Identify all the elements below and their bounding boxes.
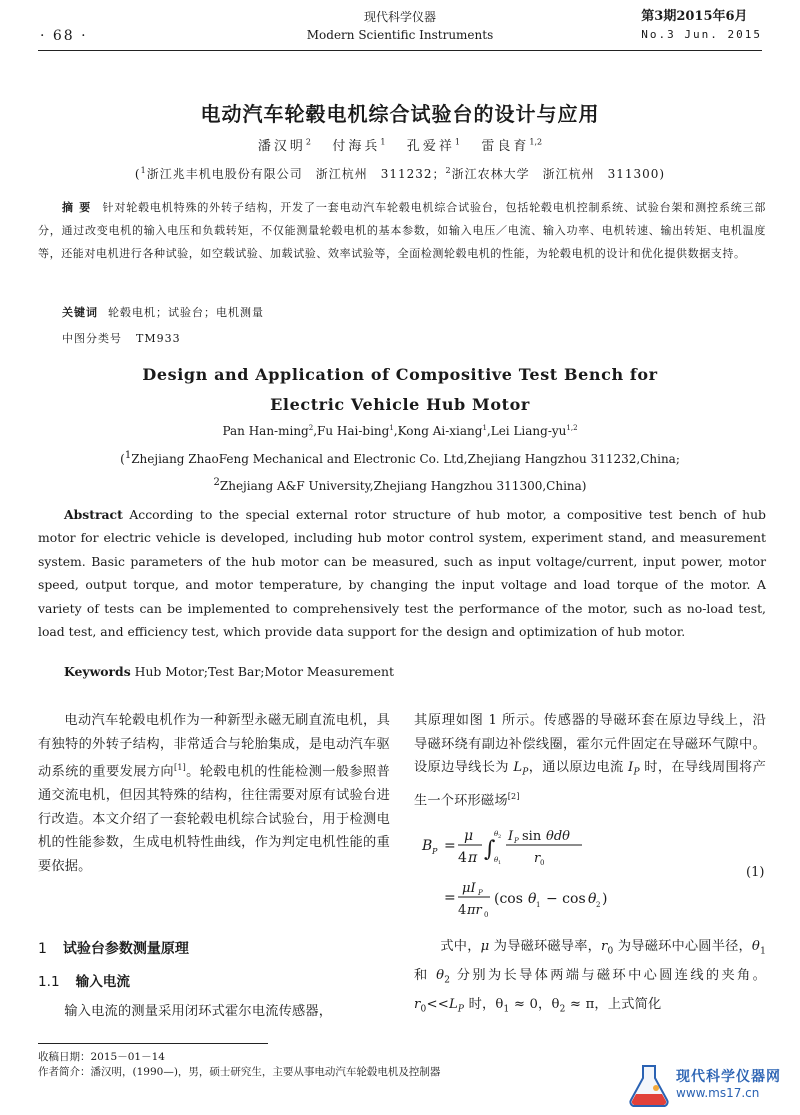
clc-text: TM933: [136, 332, 181, 345]
svg-text:− cos: − cos: [546, 891, 586, 907]
math-symbol: L: [513, 760, 523, 776]
math-sub: 2: [444, 975, 451, 986]
affil-text: Zhejiang ZhaoFeng Mechanical and Electronic Co. Ltd,Zhejiang Hangzhou 311232,China;: [131, 452, 680, 466]
paper-title-en: [0, 360, 800, 420]
affil-paren: (: [120, 452, 125, 466]
svg-text:θdθ: θdθ: [546, 829, 570, 844]
watermark-url: www.ms17.cn: [676, 1086, 760, 1100]
site-watermark: [624, 1062, 784, 1108]
keywords-en-text: Hub Motor;Test Bar;Motor Measurement: [134, 664, 394, 679]
section-heading-1-1: [38, 970, 130, 990]
author-name: 雷良育: [481, 139, 530, 154]
right-paragraph-2: [414, 935, 766, 1023]
authors-en: [0, 424, 800, 438]
affiliation-en-1: [0, 450, 800, 466]
author-name: 孔爱祥: [406, 139, 455, 154]
section-number: 1.1: [38, 974, 60, 990]
body-text: ≈ π，上式简化: [565, 997, 662, 1013]
keywords-en: [64, 664, 394, 679]
author-aff: 1,2: [566, 424, 578, 432]
svg-text:2: 2: [498, 834, 502, 840]
paper-title-cn: 电动汽车轮毂电机综合试验台的设计与应用: [200, 102, 600, 126]
footnote-received: 收稿日期：2015－01－14: [38, 1051, 165, 1063]
watermark-name: 现代科学仪器网: [676, 1069, 781, 1085]
body-text: 为导磁环中心圆半径，: [613, 939, 752, 954]
section-title: 试验台参数测量原理: [62, 941, 189, 957]
author-name-en: ,Lei Liang-yu: [486, 424, 567, 438]
affil-text: Zhejiang A&F University,Zhejiang Hangzhou 311300,China): [219, 479, 587, 493]
keywords-cn-text: 轮毂电机；试验台；电机测量: [108, 306, 264, 319]
affil-text: 浙江兆丰机电股份有限公司 浙江杭州 311232；: [146, 167, 446, 181]
math-sub: 1: [760, 946, 766, 957]
abstract-en-label: Abstract: [64, 507, 123, 522]
math-sub: 0: [420, 1005, 427, 1016]
authors-cn: [0, 135, 800, 154]
footnote-author-bio: 作者简介：潘汉明，(1990—)，男，硕士研究生，主要从事电动汽车轮毂电机及控制器: [38, 1066, 441, 1078]
affil-sup: 2: [213, 477, 220, 488]
affil-sup: 1: [140, 166, 147, 175]
title-en-line: Electric Vehicle Hub Motor: [270, 395, 530, 414]
author-aff: 2: [305, 137, 311, 147]
affiliation-cn: [0, 165, 800, 182]
math-sub: P: [457, 1005, 465, 1016]
svg-text:μI: μI: [462, 881, 476, 896]
svg-text:2: 2: [596, 901, 601, 909]
math-sub: P: [633, 767, 640, 778]
body-text: ，通以原边电流: [528, 760, 629, 776]
section-number: 1: [38, 941, 47, 957]
svg-text:I: I: [508, 829, 514, 844]
author-aff: 1: [389, 424, 394, 432]
body-text: 时，θ: [464, 997, 504, 1013]
body-text: 其原理如图 1 所示。传感器的导磁环套在原边导线上，沿导磁环绕有副边补偿线圈，霍尔元件固定在导磁环气隙中。设原边导线长为: [414, 713, 766, 776]
clc-label: 中图分类号: [62, 332, 122, 345]
math-sub: P: [522, 767, 529, 778]
svg-text:P: P: [478, 889, 483, 897]
math-symbol: r: [414, 997, 421, 1013]
author-name: 潘汉明: [257, 139, 306, 154]
flask-logo-icon: [626, 1062, 672, 1108]
math-sub: 1: [503, 1005, 510, 1016]
keywords-cn-label: 关键词: [62, 306, 98, 319]
svg-text:(1): (1): [746, 865, 765, 880]
svg-text:r: r: [534, 851, 541, 866]
svg-text:P: P: [432, 847, 438, 856]
right-paragraph-1: [414, 709, 766, 813]
author-name-en: Pan Han-ming: [222, 424, 309, 438]
body-text: 时，在导线周围将产生一个环形磁场: [414, 760, 766, 809]
author-aff: 1: [454, 137, 460, 147]
svg-text:0: 0: [484, 911, 489, 919]
svg-text:): ): [602, 891, 608, 907]
section-heading-1: [38, 938, 189, 958]
svg-text:1: 1: [498, 860, 502, 866]
math-symbol: <<L: [426, 997, 458, 1013]
journal-header: [250, 8, 550, 44]
affiliation-en-2: [0, 477, 800, 493]
svg-text:=: =: [444, 890, 456, 906]
svg-text:4: 4: [458, 903, 467, 918]
header-rule: [38, 50, 762, 51]
equation-1: [414, 820, 766, 930]
svg-text:π: π: [468, 850, 478, 866]
abstract-cn-text: 针对轮毂电机特殊的外转子结构，开发了一套电动汽车轮毂电机综合试验台，包括轮毂电机控制系统、试验台架和测控系统三部分，通过改变电机的输入电压和负载转矩，不仅能测量轮毂电机的基本参数，如输入电压／电流、输入功率、电机转速、输出转矩、电机温度等，还能对电机进行各种试验，如空载试验、加载试验、效率试验等，全面检测轮毂电机的性能，为轮毂电机的设计和优化提供数据支持。: [38, 201, 766, 260]
svg-text:4: 4: [458, 850, 467, 866]
citation: [1]: [174, 763, 186, 773]
keywords-cn: [62, 304, 264, 320]
title-en-line: Design and Application of Compositive Test Bench for: [142, 365, 658, 384]
math-symbol: θ: [436, 968, 445, 984]
math-sub: 0: [607, 946, 614, 957]
svg-text:P: P: [514, 837, 519, 845]
section-paragraph: 输入电流的测量采用闭环式霍尔电流传感器，: [64, 1004, 333, 1019]
math-symbol: θ: [751, 939, 761, 954]
svg-text:θ: θ: [528, 891, 537, 907]
abstract-en: [38, 503, 766, 643]
svg-text:μ: μ: [464, 828, 474, 844]
issue-info: [641, 8, 762, 44]
svg-text:θ: θ: [494, 856, 499, 864]
abstract-cn: [38, 196, 766, 265]
equation-graphic: [414, 820, 766, 930]
body-text: 式中，: [440, 939, 481, 954]
svg-text:=: =: [444, 838, 456, 854]
author-aff: 1,2: [529, 137, 543, 147]
author-aff: 1: [380, 137, 386, 147]
intro-paragraph: [38, 709, 390, 879]
svg-text:sin: sin: [522, 829, 542, 844]
abstract-en-text: According to the special external rotor structure of hub motor, a compositive test bench of hub motor for electric vehicle is developed, including hub motor control system, experiment stand, and measurement system. Basic parameters of the hub motor can be measured, such as input voltage/current, input power, motor speed, output torque, and motor temperature, by changing the input voltage and load torque of the motor. A variety of tests can be implemented to comprehensively test the performance of the motor, such as no-load test, load test, and efficiency test, which provide data support for the design and optimization of hub motor.: [38, 507, 766, 640]
journal-name-en: Modern Scientific Instruments: [306, 28, 494, 42]
body-text: ≈ 0，θ: [509, 997, 560, 1013]
abstract-cn-label: 摘要: [62, 201, 97, 214]
svg-text:θ: θ: [494, 830, 499, 838]
svg-text:B: B: [422, 838, 433, 854]
svg-text:1: 1: [536, 901, 541, 909]
body-text: 分别为长导体两端与磁环中心圆连线的夹角。: [450, 968, 767, 984]
author-name-en: ,Kong Ai-xiang: [393, 424, 483, 438]
body-text: 为导磁环磁导率，: [489, 939, 602, 954]
section-title: 输入电流: [75, 974, 130, 990]
clc-number: [62, 330, 181, 346]
keywords-en-label: Keywords: [64, 664, 131, 679]
citation: [2]: [507, 792, 520, 802]
svg-text:πr: πr: [467, 903, 482, 918]
intro-text: 电动汽车轮毂电机作为一种新型永磁无刷直流电机，具有独特的外转子结构，非常适合与轮胎集成，是电动汽车驱动系统的重要发展方向: [38, 713, 390, 780]
svg-text:(cos: (cos: [494, 891, 523, 907]
body-text: 和: [414, 968, 437, 984]
journal-name-cn: 现代科学仪器: [363, 10, 436, 24]
svg-text:θ: θ: [588, 891, 597, 907]
issue-en: No.3 Jun. 2015: [641, 28, 762, 41]
author-name: 付海兵: [332, 139, 381, 154]
page-number: · 68 ·: [40, 28, 88, 44]
author-aff: 1: [482, 424, 487, 432]
author-name-en: ,Fu Hai-bing: [313, 424, 390, 438]
footnote-rule: [38, 1043, 268, 1044]
svg-text:0: 0: [540, 859, 545, 867]
math-sub: 2: [559, 1005, 566, 1016]
affil-sup: 2: [445, 166, 452, 175]
math-symbol: μ: [480, 939, 490, 954]
math-symbol: r: [601, 939, 608, 954]
issue-cn: 第3期2015年6月: [641, 9, 748, 24]
intro-text: 。轮毂电机的性能检测一般参照普通交流电机，但因其特殊的结构，往往需要对原有试验台进行改造。本文介绍了一套轮毂电机综合试验台，用于检测电机的性能参数，生成电机特性曲线，作为判定电机性能的重要依据。: [38, 764, 391, 874]
affil-sup: 1: [124, 450, 132, 461]
affil-text: 浙江农林大学 浙江杭州 311300): [451, 167, 666, 181]
svg-text:∫: ∫: [484, 837, 496, 862]
affil-paren: (: [134, 167, 141, 181]
author-aff: 2: [308, 424, 314, 432]
math-symbol: I: [628, 760, 634, 776]
